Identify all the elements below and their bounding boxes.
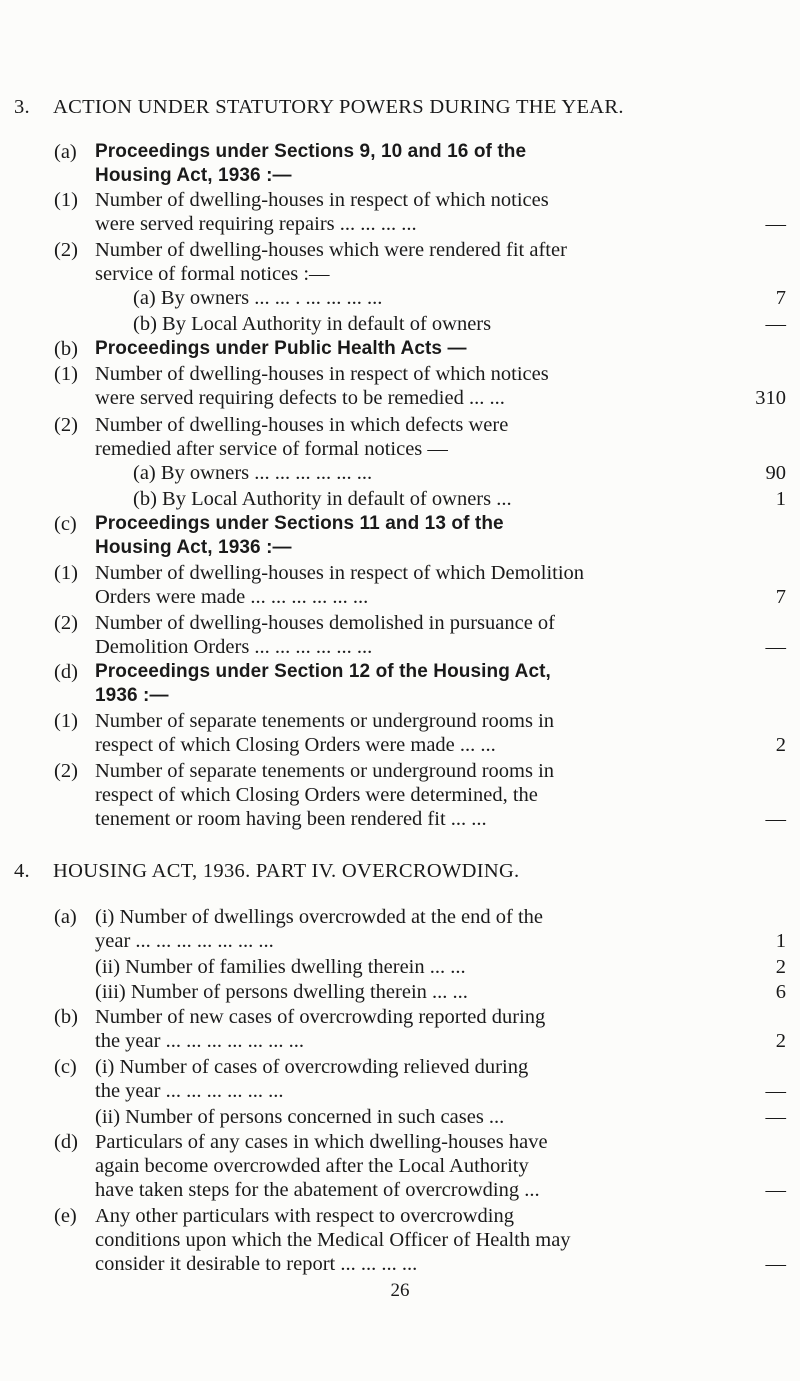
item-text-line: conditions upon which the Medical Officer of Health may xyxy=(95,1229,571,1251)
item-text-line: (b) By Local Authority in default of owners xyxy=(133,313,492,335)
item-text-line: respect of which Closing Orders were determined, the xyxy=(95,784,538,806)
item-text-line: Number of dwelling-houses in respect of which notices xyxy=(95,189,549,211)
item-text-line: (b) By Local Authority in default of owners ... xyxy=(133,488,512,510)
item-label: (2) xyxy=(54,414,78,436)
item-text-line: Number of dwelling-houses in respect of which notices xyxy=(95,363,549,385)
item-text-line: Any other particulars with respect to overcrowding xyxy=(95,1205,514,1227)
item-text-line: Number of dwelling-houses in respect of which Demolition xyxy=(95,562,585,584)
section-number: 4. xyxy=(14,860,30,882)
item-label: (1) xyxy=(54,710,78,732)
item-value: 1 xyxy=(775,930,786,952)
item-text-line: tenement or room having been rendered fit ... ... xyxy=(95,808,487,830)
item-label: (1) xyxy=(54,189,78,211)
item-heading-line: Proceedings under Sections 9, 10 and 16 of the xyxy=(95,141,527,162)
item-text-line: Number of separate tenements or underground rooms in xyxy=(95,760,555,782)
item-label: (a) xyxy=(54,906,77,928)
item-text-line: (ii) Number of persons concerned in such cases ... xyxy=(95,1106,505,1128)
item-text-line: (ii) Number of families dwelling therein ... ... xyxy=(95,956,466,978)
item-text-line: consider it desirable to report ... ... ... ... xyxy=(95,1253,418,1275)
item-value: 310 xyxy=(755,387,786,409)
item-label: (1) xyxy=(54,562,78,584)
item-label: (a) xyxy=(54,141,77,163)
item-heading-line: Proceedings under Section 12 of the Housing Act, xyxy=(95,661,551,682)
item-value: 90 xyxy=(765,462,786,484)
item-heading-line: 1936 :— xyxy=(95,685,169,706)
section-title: HOUSING ACT, 1936. PART IV. OVERCROWDING. xyxy=(53,860,520,882)
item-text-line: (a) By owners ... ... ... ... ... ... xyxy=(133,462,373,484)
section-title: ACTION UNDER STATUTORY POWERS DURING THE YEAR. xyxy=(53,96,624,118)
item-value: — xyxy=(765,636,786,658)
item-text-line: the year ... ... ... ... ... ... ... xyxy=(95,1030,304,1052)
item-text-line: Number of new cases of overcrowding reported during xyxy=(95,1006,546,1028)
item-text-line: remedied after service of formal notices — xyxy=(95,438,448,460)
item-text-line: Number of dwelling-houses which were rendered fit after xyxy=(95,239,567,261)
item-text-line: (i) Number of dwellings overcrowded at the end of the xyxy=(95,906,544,928)
item-text-line: year ... ... ... ... ... ... ... xyxy=(95,930,274,952)
item-label: (c) xyxy=(54,513,77,535)
item-text-line: Number of separate tenements or underground rooms in xyxy=(95,710,555,732)
item-value: — xyxy=(765,1080,786,1102)
item-text-line: Demolition Orders ... ... ... ... ... ... xyxy=(95,636,373,658)
item-value: 7 xyxy=(775,287,786,309)
item-text-line: (iii) Number of persons dwelling therein ... ... xyxy=(95,981,468,1003)
item-text-line: Particulars of any cases in which dwelling-houses have xyxy=(95,1131,548,1153)
item-heading-line: Proceedings under Sections 11 and 13 of the xyxy=(95,513,504,534)
item-label: (d) xyxy=(54,661,78,683)
item-text-line: again become overcrowded after the Local Authority xyxy=(95,1155,529,1177)
item-value: — xyxy=(765,213,786,235)
item-value: 2 xyxy=(775,956,786,978)
item-value: — xyxy=(765,1179,786,1201)
item-label: (d) xyxy=(54,1131,78,1153)
item-label: (2) xyxy=(54,239,78,261)
item-heading-line: Housing Act, 1936 :— xyxy=(95,537,292,558)
item-text-line: Orders were made ... ... ... ... ... ... xyxy=(95,586,369,608)
item-value: — xyxy=(765,313,786,335)
item-text-line: Number of dwelling-houses in which defects were xyxy=(95,414,509,436)
item-label: (1) xyxy=(54,363,78,385)
item-label: (e) xyxy=(54,1205,77,1227)
item-value: 7 xyxy=(775,586,786,608)
item-value: 2 xyxy=(775,1030,786,1052)
item-text-line: were served requiring repairs ... ... ... ... xyxy=(95,213,417,235)
item-text-line: (i) Number of cases of overcrowding relieved during xyxy=(95,1056,529,1078)
item-label: (2) xyxy=(54,612,78,634)
item-text-line: respect of which Closing Orders were made ... ... xyxy=(95,734,496,756)
item-label: (c) xyxy=(54,1056,77,1078)
item-value: — xyxy=(765,1106,786,1128)
item-text-line: have taken steps for the abatement of overcrowding ... xyxy=(95,1179,540,1201)
section-number: 3. xyxy=(14,96,30,118)
item-text-line: service of formal notices :— xyxy=(95,263,330,285)
item-text-line: were served requiring defects to be remedied ... ... xyxy=(95,387,505,409)
item-value: 6 xyxy=(775,981,786,1003)
item-label: (b) xyxy=(54,1006,78,1028)
item-text-line: Number of dwelling-houses demolished in pursuance of xyxy=(95,612,556,634)
item-text-line: (a) By owners ... ... . ... ... ... ... xyxy=(133,287,383,309)
item-heading-line: Proceedings under Public Health Acts — xyxy=(95,338,467,359)
item-value: 1 xyxy=(775,488,786,510)
item-value: — xyxy=(765,808,786,830)
item-heading-line: Housing Act, 1936 :— xyxy=(95,165,292,186)
item-label: (2) xyxy=(54,760,78,782)
item-text-line: the year ... ... ... ... ... ... xyxy=(95,1080,284,1102)
item-value: 2 xyxy=(775,734,786,756)
item-value: — xyxy=(765,1253,786,1275)
item-label: (b) xyxy=(54,338,78,360)
page-number: 26 xyxy=(390,1280,410,1301)
